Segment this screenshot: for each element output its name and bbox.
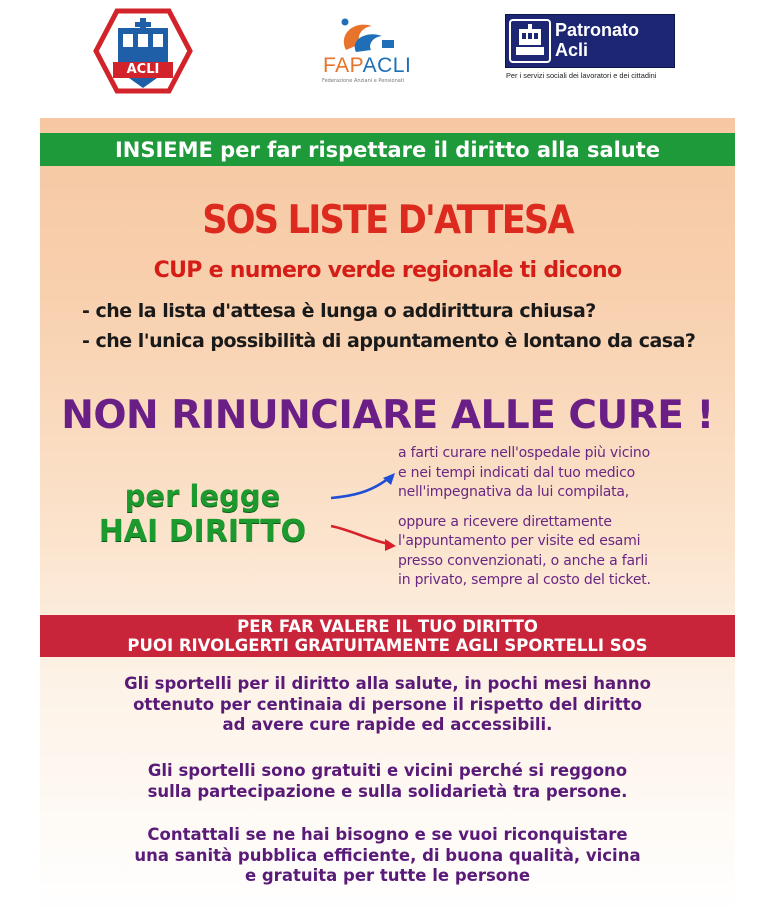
fapacli-swirl-icon	[316, 12, 432, 57]
fapacli-logo	[316, 12, 432, 88]
paragraph-free	[40, 761, 735, 802]
paragraph-line: Gli sportelli per il diritto alla salute, in pochi mesi hanno	[124, 674, 651, 693]
fapacli-subtitle: Federazione Anziani e Pensionati	[322, 78, 405, 84]
patronato-logo-box	[505, 14, 675, 68]
right-line: e nei tempi indicati dal tuo medico	[398, 464, 635, 481]
patronato-emblem-icon	[509, 19, 551, 63]
acli-logo	[93, 8, 193, 94]
poster-subtitle: CUP e numero verde regionale ti dicono	[153, 258, 622, 283]
arrows	[325, 468, 405, 578]
red-banner-line2: PUOI RIVOLGERTI GRATUITAMENTE AGLI SPORTELLI SOS	[127, 636, 648, 655]
acli-logo-text: ACLI	[126, 62, 160, 77]
red-banner-line1: PER FAR VALERE IL TUO DIRITTO	[237, 617, 538, 636]
fap-acli-text: ACLI	[362, 54, 412, 77]
question-item: - che l'unica possibilità di appuntamento è lontano da casa?	[82, 330, 696, 352]
logo-header	[0, 0, 767, 118]
poster	[40, 118, 735, 914]
red-banner	[40, 615, 735, 657]
patronato-acli-logo	[505, 14, 675, 84]
red-arrow-icon	[331, 526, 396, 551]
green-banner	[40, 133, 735, 166]
patronato-line1: Patronato	[555, 20, 640, 40]
paragraph-line: e gratuita per tutte le persone	[244, 866, 531, 885]
right-line: in privato, sempre al costo del ticket.	[398, 572, 651, 588]
legge-line2: HAI DIRITTO	[98, 514, 307, 549]
paragraph-line: Contattali se ne hai bisogno e se vuoi riconquistare	[147, 825, 628, 844]
fapacli-logo-text	[323, 54, 411, 78]
legge-block	[70, 478, 335, 550]
right-line: presso convenzionati, o anche a farli	[398, 552, 648, 569]
patronato-line2: Acli	[555, 40, 589, 60]
question-item: - che la lista d'attesa è lunga o addirittura chiusa?	[82, 300, 596, 322]
paragraph-line: ad avere cure rapide ed accessibili.	[222, 715, 553, 734]
paragraph-contact	[40, 825, 735, 887]
right-line: a farti curare nell'ospedale più vicino	[398, 445, 650, 461]
fap-text: FAP	[323, 54, 363, 77]
poster-title: SOS LISTE D'ATTESA	[202, 198, 573, 243]
right-line: nell'impegnativa da lui compilata,	[398, 484, 630, 500]
question-list	[82, 296, 695, 356]
right-line: l'appuntamento per visite ed esami	[398, 533, 641, 549]
patronato-logo-text	[555, 20, 639, 60]
paragraph-line: ottenuto per centinaia di persone il rispetto del diritto	[133, 694, 642, 714]
right-line: oppure a ricevere direttamente	[398, 513, 612, 530]
headline: NON RINUNCIARE ALLE CURE !	[61, 393, 714, 438]
paragraph-line: sulla partecipazione e sulla solidarietà tra persone.	[147, 781, 628, 801]
paragraph-line: una sanità pubblica efficiente, di buona qualità, vicina	[134, 845, 641, 865]
paragraph-results	[40, 674, 735, 736]
blue-arrow-icon	[331, 473, 395, 498]
acli-emblem-icon	[93, 8, 193, 94]
legge-line1: per legge	[124, 479, 281, 513]
green-banner-text: INSIEME per far rispettare il diritto alla salute	[114, 137, 661, 162]
rights-text	[398, 444, 651, 591]
patronato-tagline: Per i servizi sociali dei lavoratori e dei cittadini	[506, 71, 657, 80]
paragraph-line: Gli sportelli sono gratuiti e vicini perché si reggono	[147, 761, 628, 780]
